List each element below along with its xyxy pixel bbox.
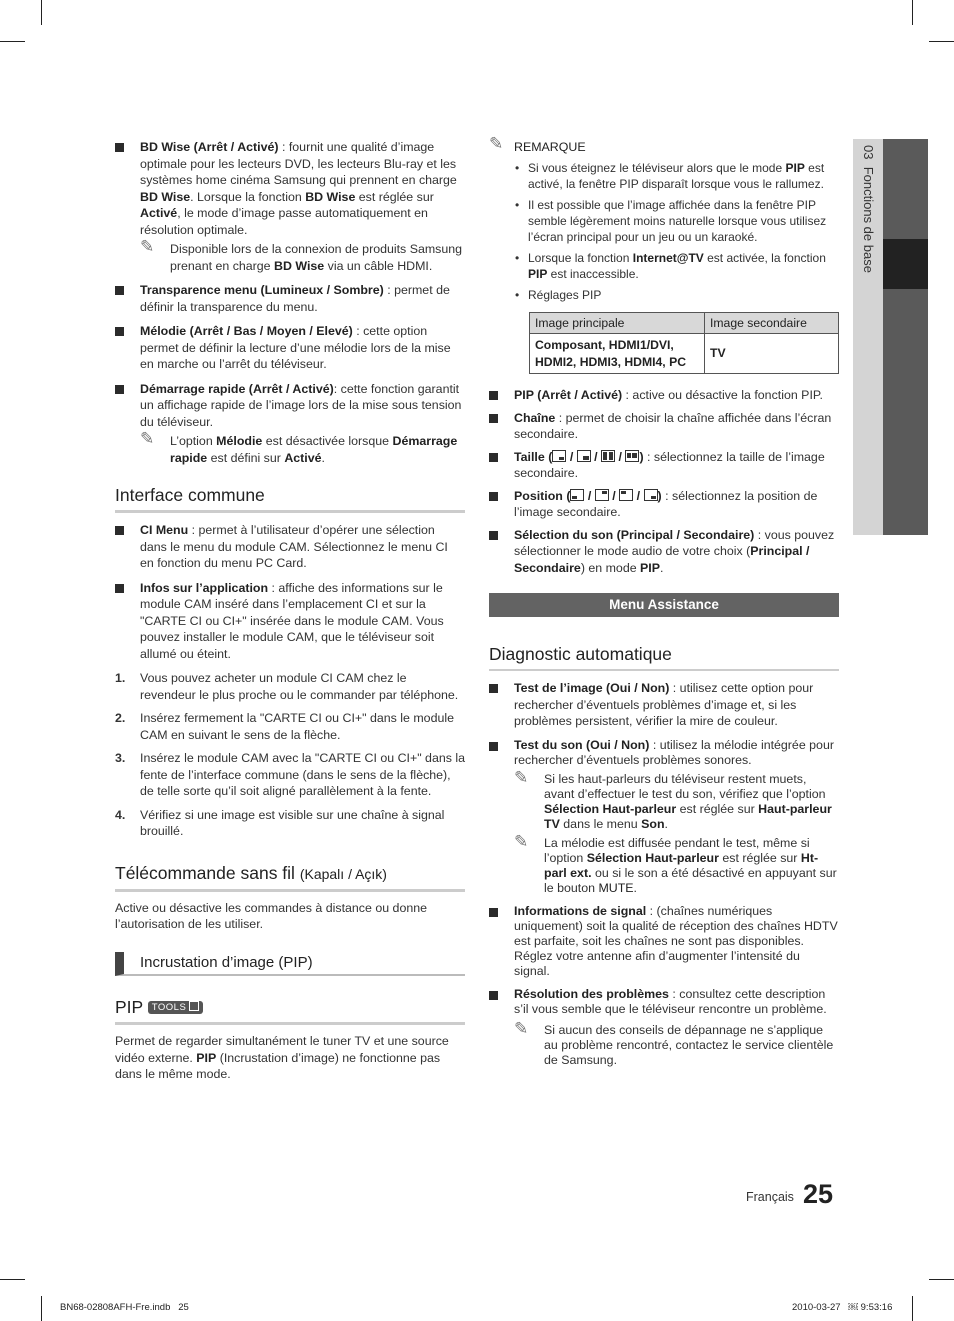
text: Activé bbox=[140, 206, 178, 220]
remark-item bbox=[514, 197, 839, 245]
note-pencil-icon: ✎ bbox=[514, 767, 529, 787]
position-top-left-icon bbox=[619, 489, 633, 501]
bullet-informations-signal bbox=[489, 904, 839, 979]
text: . bbox=[633, 880, 637, 895]
bullet-square bbox=[489, 908, 498, 917]
note-pencil-icon: ✎ bbox=[140, 237, 155, 256]
size-small-icon bbox=[552, 450, 566, 462]
crop-mark bbox=[0, 41, 25, 42]
note-pencil-icon: ✎ bbox=[140, 429, 155, 448]
text: : permet à l’utilisateur d’opérer une sélection dans le menu du module CAM. Sélectionnez le menu CI en fonction du menu PC Card. bbox=[140, 523, 448, 570]
text: : vous pouvez sélectionner le mode audio de votre choix ( bbox=[514, 527, 835, 558]
text: BD Wise bbox=[305, 189, 356, 204]
text: Lorsque la fonction bbox=[528, 250, 633, 265]
note-demarrage bbox=[140, 429, 465, 466]
bullet-square bbox=[115, 143, 124, 152]
bullet-square bbox=[115, 584, 124, 593]
bullet-dot: • bbox=[515, 160, 520, 175]
heading-interface-commune: Interface commune bbox=[115, 484, 465, 513]
bullet-chaine bbox=[489, 410, 839, 443]
note-pencil-icon: ✎ bbox=[514, 1018, 529, 1038]
left-column bbox=[115, 139, 465, 1083]
step-text: Vérifiez si une image est visible sur une chaîne à signal brouillé. bbox=[140, 807, 445, 838]
text: : (chaînes numériques uniquement) soit la qualité de réception des chaînes HDTV est parfaite, soit les chaînes ne sont pas disponibles. Réglez votre antenne afin d’augmenter l’intensité du signal. bbox=[514, 903, 838, 978]
bullet-title: Démarrage rapide (Arrêt / Activé) bbox=[140, 381, 334, 396]
heading-pip bbox=[115, 996, 465, 1025]
bullet-square bbox=[489, 414, 498, 423]
text: Sélection Haut-parleur bbox=[586, 850, 719, 865]
bullet-title: Informations de signal bbox=[514, 903, 647, 918]
bullet-infos-application bbox=[115, 580, 465, 663]
bullet-test-image bbox=[489, 680, 839, 730]
heading-text: PIP bbox=[115, 997, 143, 1017]
bullet-title: Test de l’image (Oui / Non) bbox=[514, 681, 670, 695]
bullet-square bbox=[115, 526, 124, 535]
text: MUTE bbox=[598, 880, 634, 895]
bullet-bdwise bbox=[115, 139, 465, 274]
bullet-square bbox=[489, 391, 498, 400]
bullet-title: Mélodie (Arrêt / Bas / Moyen / Elevé) bbox=[140, 324, 353, 338]
subheading-pip: Incrustation d’image (PIP) bbox=[115, 952, 465, 977]
remarque-list bbox=[489, 160, 839, 375]
note-bdwise bbox=[140, 237, 465, 274]
step-text: Insérez fermement la "CARTE CI ou CI+" dans le module CAM en suivant le sens de la flèche. bbox=[140, 711, 454, 742]
text: ) en mode bbox=[580, 560, 641, 575]
bullet-square bbox=[489, 684, 498, 693]
text: est réglée sur bbox=[355, 189, 434, 204]
text: . bbox=[664, 816, 668, 831]
bullet-title: Transparence menu (Lumineux / Sombre) bbox=[140, 283, 384, 297]
crop-mark bbox=[41, 1296, 42, 1321]
text: Réglages PIP bbox=[528, 287, 602, 302]
page-number: 25 bbox=[803, 1179, 834, 1209]
remarque-label: REMARQUE bbox=[514, 140, 586, 154]
bullet-test-son bbox=[489, 738, 839, 896]
bullet-dot: • bbox=[515, 250, 520, 265]
table-header-row bbox=[530, 312, 839, 334]
text: (Incrustation d’image) ne fonctionne pas dans le même mode. bbox=[115, 1050, 441, 1081]
position-bottom-right-icon bbox=[644, 489, 658, 501]
chapter-title: Fonctions de base bbox=[861, 166, 876, 273]
bullet-square bbox=[489, 492, 498, 501]
tools-icon bbox=[189, 1001, 199, 1011]
remarque-heading bbox=[489, 134, 839, 156]
text: : sélectionnez la position de l’image secondaire. bbox=[514, 488, 818, 519]
bullet-title: Position bbox=[514, 488, 563, 503]
position-top-right-icon bbox=[595, 489, 609, 501]
step-text: Insérez le module CAM avec la "CARTE CI ou CI+" dans la fente de l’interface commune (dans le sens de la flèche), de telle sorte qu’il soit aligné parallèlement à la fente. bbox=[140, 751, 466, 798]
text: via un câble HDMI. bbox=[324, 258, 433, 273]
text: : fournit une qualité d’image optimale pour les lecteurs DVD, les lecteurs Blu-ray et les systèmes home cinéma Samsung qui prennent en charge bbox=[140, 140, 457, 187]
step-2 bbox=[115, 710, 465, 743]
text: dans le menu bbox=[559, 816, 642, 831]
crop-mark bbox=[912, 0, 913, 25]
text: est inaccessible. bbox=[547, 266, 639, 281]
bullet-demarrage bbox=[115, 381, 465, 467]
banner-menu-assistance: Menu Assistance bbox=[489, 593, 839, 617]
step-number: 4. bbox=[115, 807, 126, 822]
note-depannage bbox=[514, 1018, 839, 1068]
footer-language: Français bbox=[746, 1190, 794, 1204]
text: . bbox=[321, 450, 325, 465]
step-4 bbox=[115, 807, 465, 840]
bullet-square bbox=[489, 531, 498, 540]
bullet-title: Taille bbox=[514, 449, 545, 464]
bullet-square bbox=[489, 742, 498, 751]
crop-mark bbox=[929, 41, 954, 42]
table-cell: Composant, HDMI1/DVI, HDMI2, HDMI3, HDMI4, PC bbox=[530, 334, 705, 374]
bullet-position: Position ( / / / ) : sélectionnez la position de l’image secondaire. bbox=[489, 488, 839, 521]
footer-date: 2010-03-27 ￼ 9:53:16 bbox=[792, 1302, 893, 1313]
remark-item bbox=[514, 250, 839, 282]
text: : permet de définir la transparence du menu. bbox=[140, 283, 450, 314]
table-header: Image principale bbox=[530, 312, 705, 334]
table-header: Image secondaire bbox=[705, 312, 839, 334]
bullet-title: Sélection du son (Principal / Secondaire) bbox=[514, 527, 755, 542]
bullet-title: PIP (Arrêt / Activé) bbox=[514, 388, 623, 402]
text: : utilisez cette option pour rechercher d’éventuels problèmes d’image et, si les problèmes persistent, vérifier la mire de couleur. bbox=[514, 681, 814, 728]
text: est réglée sur bbox=[718, 850, 801, 865]
bullet-title: Test du son (Oui / Non) bbox=[514, 737, 650, 752]
side-tab bbox=[853, 139, 928, 535]
text: Si vous éteignez le téléviseur alors que le mode bbox=[528, 160, 786, 175]
chapter-number: 03 bbox=[861, 145, 876, 160]
crop-mark bbox=[929, 1279, 954, 1280]
text: BD Wise bbox=[140, 189, 191, 204]
text: La mélodie est diffusée pendant le test, même si l’option bbox=[544, 835, 810, 865]
text: Ht-parl ext. bbox=[544, 850, 819, 880]
text: : permet de choisir la chaîne affichée dans l’écran secondaire. bbox=[514, 410, 832, 441]
text: : sélectionnez la taille de l’image secondaire. bbox=[514, 449, 825, 480]
step-number: 2. bbox=[115, 711, 126, 725]
text: L’option bbox=[170, 434, 217, 448]
tools-badge bbox=[148, 1001, 204, 1014]
bullet-dot: • bbox=[515, 287, 520, 302]
bullet-selection-son bbox=[489, 527, 839, 577]
text: : consultez cette description s’il vous semble que le téléviseur rencontre un problème. bbox=[514, 986, 827, 1016]
right-column bbox=[489, 134, 839, 1076]
table-row bbox=[530, 334, 839, 374]
size-medium-icon bbox=[577, 450, 591, 462]
size-split-icon bbox=[601, 450, 615, 462]
bullet-title: CI Menu bbox=[140, 523, 189, 537]
crop-mark bbox=[912, 1296, 913, 1321]
heading-telecommande bbox=[115, 862, 465, 892]
text: Activé bbox=[284, 450, 322, 465]
pip-settings-table bbox=[529, 312, 839, 375]
text: Son bbox=[641, 816, 665, 831]
text: BD Wise bbox=[274, 258, 325, 273]
telecommande-text: Active ou désactive les commandes à distance ou donne l’autorisation de les utiliser. bbox=[115, 900, 428, 931]
note-pencil-icon: ✎ bbox=[514, 831, 529, 851]
bullet-square bbox=[115, 385, 124, 394]
text: PIP bbox=[528, 266, 548, 281]
text: , le mode d’image passe automatiquement en résolution optimale. bbox=[140, 206, 428, 237]
text: est activée, la fonction bbox=[703, 250, 826, 265]
bullet-ci-menu bbox=[115, 522, 465, 572]
side-tab-active bbox=[883, 239, 928, 289]
text: : cette option permet de définir la lecture d’une mélodie lors de la mise en marche ou l’arrêt du téléviseur. bbox=[140, 324, 451, 371]
text: Il est possible que l’image affichée dans la fenêtre PIP semble légèrement moins naturelle lorsque vous utilisez l’écran principal pour un jeu ou un karaoké. bbox=[528, 197, 827, 244]
position-bottom-left-icon bbox=[570, 489, 584, 501]
text: est activé, la fenêtre PIP disparaît lorsque vous le rallumez. bbox=[528, 160, 825, 191]
step-1 bbox=[115, 670, 465, 703]
note-pencil-icon: ✎ bbox=[489, 134, 504, 153]
text: ou si le son a été désactivé en appuyant sur le bouton bbox=[544, 865, 837, 895]
text: . bbox=[660, 560, 664, 575]
text: Permet de regarder simultanément le tuner TV et une source vidéo externe. bbox=[115, 1034, 449, 1065]
crop-mark bbox=[0, 1279, 25, 1280]
text: Principal / Secondaire bbox=[514, 544, 810, 575]
bullet-title: Résolution des problèmes bbox=[514, 986, 669, 1001]
side-tab-label bbox=[858, 145, 878, 273]
text: Sélection Haut-parleur bbox=[544, 801, 677, 816]
bullet-title: Infos sur l’application bbox=[140, 580, 269, 595]
text: est désactivée lorsque bbox=[262, 434, 393, 448]
note-melodie bbox=[514, 831, 839, 896]
bullet-taille: Taille ( / / / ) : sélectionnez la taille de l’image secondaire. bbox=[489, 449, 839, 482]
bullet-melodie bbox=[115, 323, 465, 373]
text: Si aucun des conseils de dépannage ne s’applique au problème rencontré, contactez le service clientèle de Samsung. bbox=[544, 1022, 834, 1067]
text: PIP bbox=[196, 1050, 217, 1065]
text: Haut-parleur TV bbox=[544, 801, 832, 831]
text: PIP bbox=[640, 560, 661, 575]
step-number: 1. bbox=[115, 671, 126, 685]
text: Si les haut-parleurs du téléviseur restent muets, avant d’effectuer le test du son, vérifiez que l’option bbox=[544, 771, 826, 801]
bullet-square bbox=[489, 991, 498, 1000]
step-3 bbox=[115, 750, 465, 800]
bullet-square bbox=[115, 286, 124, 295]
side-tab-dark bbox=[883, 139, 928, 535]
step-text: Vous pouvez acheter un module CI CAM chez le revendeur le plus proche ou le commander par téléphone. bbox=[140, 671, 459, 702]
note-haut-parleurs bbox=[514, 767, 839, 832]
table-cell: TV bbox=[705, 334, 839, 374]
tools-label: TOOLS bbox=[151, 1002, 187, 1013]
size-split-wide-icon bbox=[625, 450, 639, 462]
heading-options: (Kapalı / Açık) bbox=[299, 865, 387, 882]
pip-text bbox=[115, 1033, 465, 1083]
text: : cette fonction garantit un affichage rapide de l’image lors de la mise sous tension du téléviseur. bbox=[140, 381, 462, 429]
bullet-square bbox=[115, 327, 124, 336]
text: est réglée sur bbox=[676, 801, 759, 816]
bullet-pip bbox=[489, 387, 839, 404]
text: Internet@TV bbox=[632, 250, 704, 265]
remark-item bbox=[514, 160, 839, 192]
bullet-title: Chaîne bbox=[514, 410, 556, 425]
text: Démarrage rapide bbox=[170, 434, 458, 465]
bullet-title: BD Wise (Arrêt / Activé) bbox=[140, 140, 279, 154]
text: : utilisez la mélodie intégrée pour rechercher d’éventuels problèmes sonores. bbox=[514, 737, 834, 767]
text: Mélodie bbox=[216, 434, 263, 448]
remark-item bbox=[514, 287, 839, 303]
heading-diagnostic: Diagnostic automatique bbox=[489, 643, 839, 671]
text: Disponible lors de la connexion de produits Samsung prenant en charge bbox=[170, 242, 463, 273]
bullet-transparence bbox=[115, 282, 465, 315]
footer-file: BN68-02808AFH-Fre.indb 25 bbox=[60, 1302, 189, 1313]
bullet-dot: • bbox=[515, 197, 520, 212]
step-number: 3. bbox=[115, 751, 126, 765]
heading-text: Télécommande sans fil bbox=[115, 862, 295, 883]
text: est défini sur bbox=[207, 450, 285, 465]
text: : active ou désactive la fonction PIP. bbox=[622, 388, 824, 402]
bullet-square bbox=[489, 453, 498, 462]
text: . Lorsque la fonction bbox=[190, 189, 306, 204]
text: PIP bbox=[785, 160, 805, 175]
crop-mark bbox=[41, 0, 42, 25]
bullet-resolution-problemes bbox=[489, 987, 839, 1068]
text: : affiche des informations sur le module CAM inséré dans l’emplacement CI et sur la "CARTE CI ou CI+" insérée dans le module CAM. Vous pouvez installer le module CAM, que le téléviseur soit allumé ou éteint. bbox=[140, 580, 444, 661]
